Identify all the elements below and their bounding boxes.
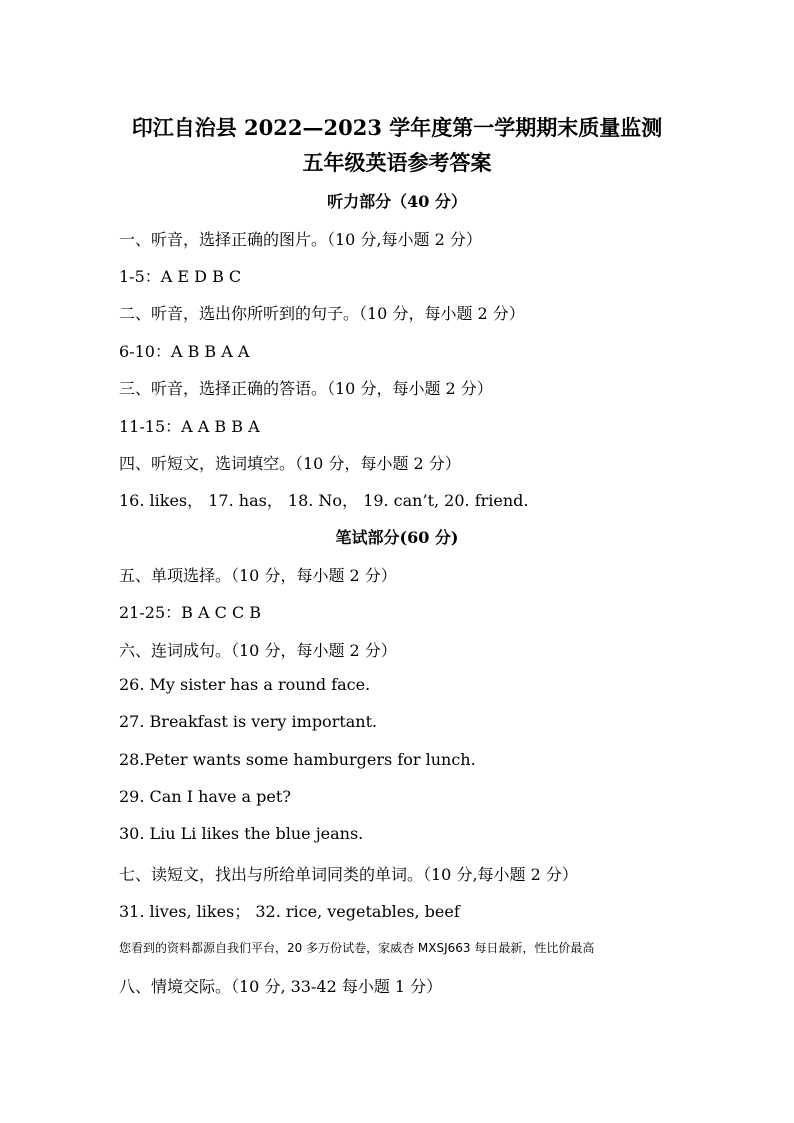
answer-27: 27. Breakfast is very important. [119,712,378,731]
document-title: 印江自治县 2022—2023 学年度第一学期期末质量监测 [131,115,663,140]
answer-1-5: 1-5：A E D B C [119,267,242,286]
answer-26: 26. My sister has a round face. [119,675,371,694]
answer-30: 30. Liu Li likes the blue jeans. [119,824,364,843]
answer-16-20: 16. likes， 17. has， 18. No， 19. can’t, 20. friend. [119,491,529,510]
answer-31-32: 31. lives, likes； 32. rice, vegetables, beef [119,902,460,921]
writing-section-heading: 笔试部分(60 分) [335,528,459,547]
answer-29: 29. Can I have a pet? [119,787,291,806]
question-6-heading: 六、连词成句。（10 分，每小题 2 分） [119,641,397,660]
question-3-heading: 三、听音，选择正确的答语。（10 分，每小题 2 分） [119,379,493,398]
document-subtitle: 五年级英语参考答案 [302,150,492,175]
question-7-heading: 七、读短文，找出与所给单词同类的单词。（10 分,每小题 2 分） [119,865,578,884]
answer-6-10: 6-10：A B B A A [119,342,250,361]
answer-28: 28.Peter wants some hamburgers for lunch. [119,750,476,769]
answer-21-25: 21-25：B A C C B [119,603,262,622]
listening-section-heading: 听力部分（40 分） [327,192,467,211]
question-8-heading: 八、情境交际。（10 分, 33-42 每小题 1 分） [119,977,443,996]
platform-notice: 您看到的资料都源自我们平台，20 多万份试卷，家威杏 MXSJ663 每日最新，性比价最高 [119,941,595,955]
question-2-heading: 二、听音，选出你所听到的句子。（10 分，每小题 2 分） [119,304,525,323]
question-1-heading: 一、听音，选择正确的图片。（10 分,每小题 2 分） [119,230,482,249]
answer-11-15: 11-15：A A B B A [119,417,260,436]
question-4-heading: 四、听短文，选词填空。（10 分，每小题 2 分） [119,454,461,473]
question-5-heading: 五、单项选择。（10 分，每小题 2 分） [119,566,397,585]
